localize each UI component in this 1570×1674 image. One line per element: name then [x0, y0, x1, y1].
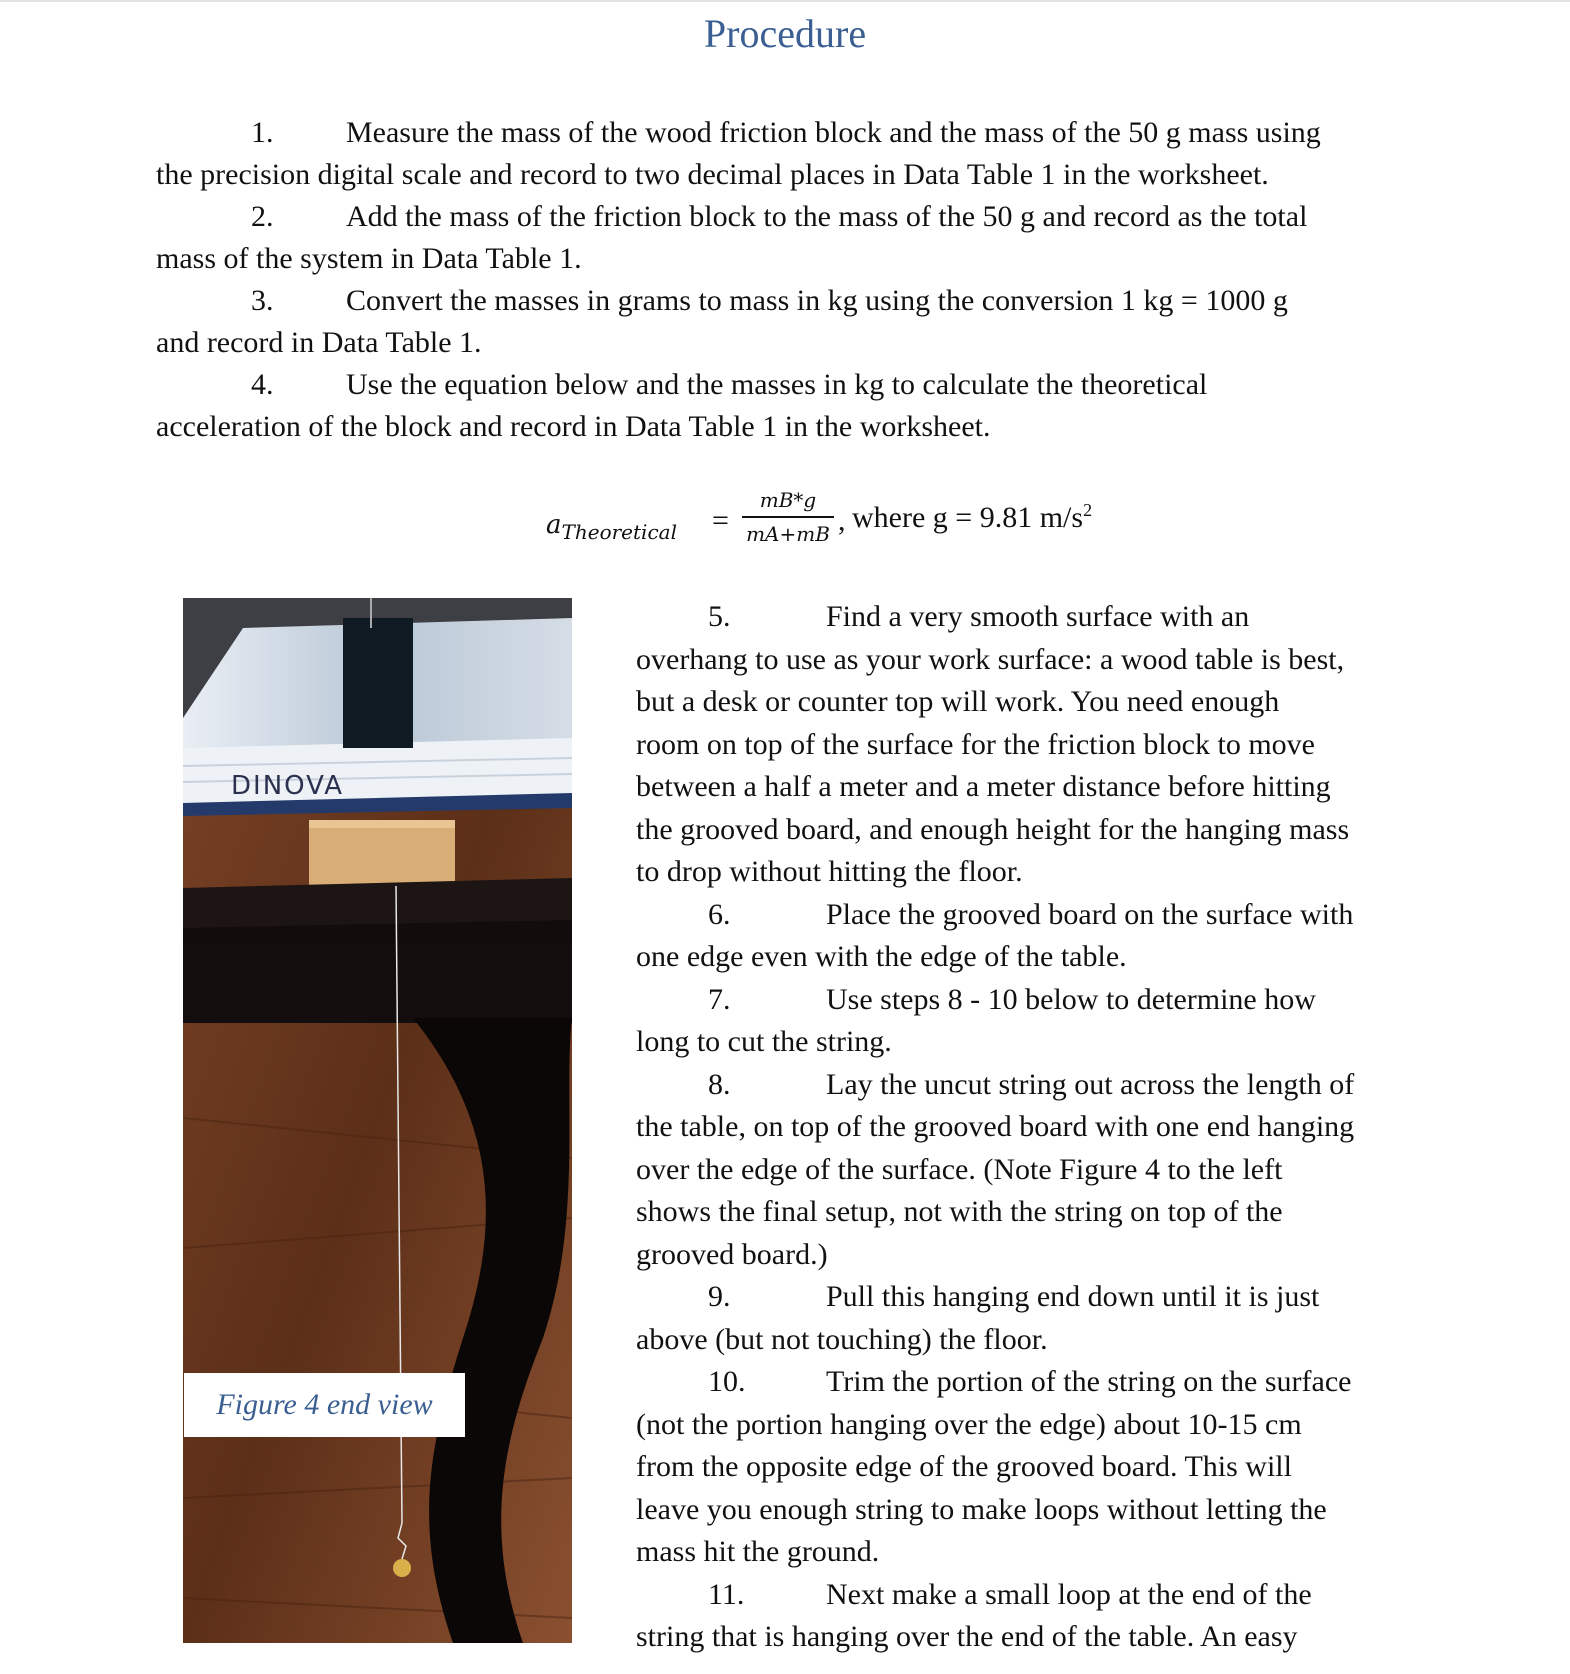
top-border — [0, 0, 1570, 2]
equation-lhs: $a_{Theoretical}$ — [546, 510, 677, 544]
step-number: 10. — [708, 1365, 746, 1398]
step-text: Trim the portion of the string on the surface — [826, 1365, 1352, 1398]
step-text-continued: string that is hanging over the end of the table. An easy — [636, 1620, 1298, 1653]
step-number: 8. — [708, 1067, 731, 1101]
step-number: 4. — [251, 368, 274, 401]
steps-right-column — [636, 596, 1416, 1659]
figure-caption: Figure 4 end view — [184, 1373, 465, 1437]
step-text: Add the mass of the friction block to the mass of the 50 g and record as the total — [346, 200, 1308, 233]
step-text: Place the grooved board on the surface with — [826, 897, 1354, 931]
step-text: Find a very smooth surface with an — [826, 600, 1250, 633]
step-text-continued: but a desk or counter top will work. You need enough — [636, 685, 1280, 718]
step-text-continued: mass of the system in Data Table 1. — [156, 242, 582, 275]
step-10 — [636, 1361, 1416, 1404]
step-2 — [156, 196, 1416, 280]
step-text-continued: acceleration of the block and record in Data Table 1 in the worksheet. — [156, 410, 991, 443]
step-5 — [636, 596, 1416, 639]
equals-sign: = — [712, 504, 729, 537]
step-number: 5. — [708, 600, 731, 633]
step-7 — [636, 979, 1416, 1022]
step-number: 11. — [708, 1577, 745, 1611]
step-text-continued: to drop without hitting the floor. — [636, 855, 1023, 888]
step-text: Use steps 8 - 10 below to determine how — [826, 982, 1316, 1016]
step-text-continued: shows the final setup, not with the string on top of the — [636, 1195, 1283, 1228]
step-text-continued: (not the portion hanging over the edge) about 10-15 cm — [636, 1407, 1302, 1441]
step-1 — [156, 112, 1416, 196]
step-number: 9. — [708, 1280, 731, 1313]
step-text-continued: the precision digital scale and record to two decimal places in Data Table 1 in the worksheet. — [156, 158, 1269, 191]
step-text: Convert the masses in grams to mass in kg using the conversion 1 kg = 1000 g — [346, 284, 1288, 317]
step-text-continued: long to cut the string. — [636, 1025, 892, 1058]
step-6 — [636, 894, 1416, 937]
gravity-note: where g = 9.81 $m/s^2$ — [852, 500, 1093, 534]
step-9 — [636, 1276, 1416, 1319]
step-text-continued: between a half a meter and a meter distance before hitting — [636, 770, 1331, 803]
step-number: 2. — [251, 200, 274, 233]
table-setup-illustration — [183, 598, 572, 1643]
step-3 — [156, 280, 1416, 364]
step-number: 1. — [251, 116, 274, 149]
step-number: 6. — [708, 897, 731, 931]
page-title: Procedure — [703, 11, 867, 56]
equation-comma: , — [838, 504, 846, 537]
step-text-continued: overhang to use as your work surface: a wood table is best, — [636, 642, 1345, 676]
book-label: DINOVA — [231, 771, 345, 801]
step-text-continued: from the opposite edge of the grooved board. This will — [636, 1450, 1292, 1483]
step-text-continued: mass hit the ground. — [636, 1535, 880, 1568]
numerator: mB*g — [759, 488, 817, 512]
step-text: Measure the mass of the wood friction block and the mass of the 50 g mass using — [346, 116, 1321, 149]
step-text-continued: over the edge of the surface. (Note Figure 4 to the left — [636, 1152, 1283, 1186]
step-text-continued: the grooved board, and enough height for the hanging mass — [636, 812, 1350, 846]
step-text: Use the equation below and the masses in kg to calculate the theoretical — [346, 368, 1208, 401]
step-number: 3. — [251, 284, 274, 317]
step-text-continued: and record in Data Table 1. — [156, 326, 482, 359]
step-11 — [636, 1574, 1416, 1617]
equation-fraction — [738, 486, 838, 548]
step-number: 7. — [708, 982, 731, 1016]
step-text-continued: leave you enough string to make loops without letting the — [636, 1492, 1327, 1526]
step-text-continued: above (but not touching) the floor. — [636, 1322, 1048, 1356]
step-text-continued: grooved board.) — [636, 1237, 828, 1271]
denominator: mA+mB — [746, 522, 830, 546]
fraction-bar — [742, 516, 834, 518]
step-text: Next make a small loop at the end of the — [826, 1577, 1312, 1611]
figure-4-photo — [183, 598, 572, 1643]
step-8 — [636, 1064, 1416, 1107]
step-text: Pull this hanging end down until it is just — [826, 1280, 1320, 1313]
step-text-continued: room on top of the surface for the friction block to move — [636, 727, 1315, 761]
step-text-continued: the table, on top of the grooved board with one end hanging — [636, 1110, 1355, 1143]
step-text: Lay the uncut string out across the length of — [826, 1067, 1355, 1101]
step-text-continued: one edge even with the edge of the table. — [636, 940, 1127, 973]
step-4 — [156, 364, 1416, 448]
